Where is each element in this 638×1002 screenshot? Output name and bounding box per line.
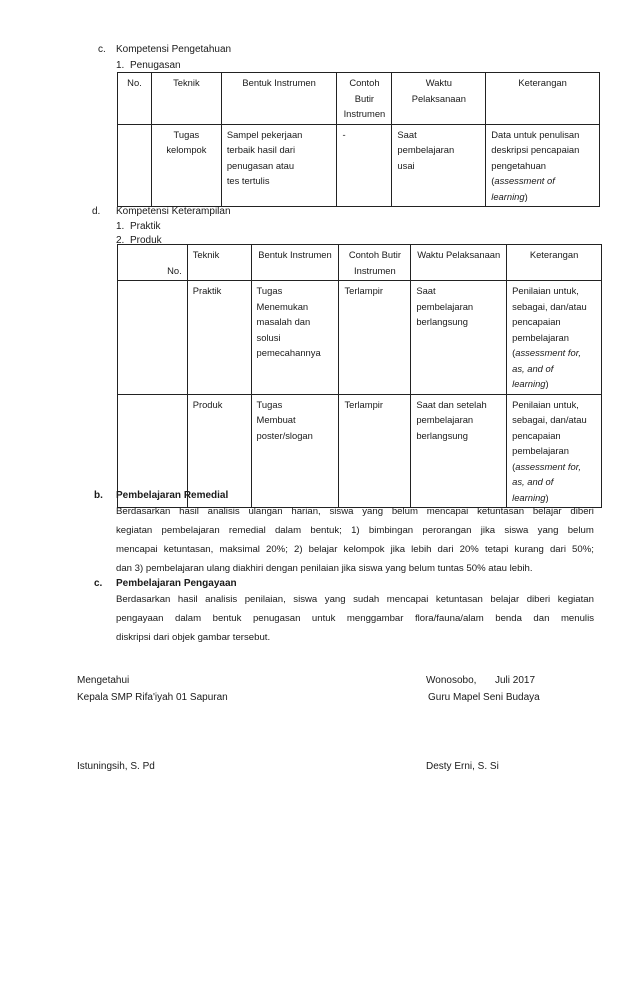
cell-text: tes tertulis	[226, 175, 270, 186]
sign-right-role: Guru Mapel Seni Budaya	[428, 692, 540, 703]
word: menggambar	[346, 613, 404, 624]
word: diberi	[570, 506, 594, 517]
header-contoh: Contoh Butir Instrumen	[339, 245, 411, 281]
cell-text: Tugas	[256, 398, 283, 410]
word: maksimal	[219, 544, 260, 555]
cell-text: Menemukan	[256, 300, 309, 312]
cell-text: pembelajaran	[416, 300, 474, 312]
cell-text: Saat	[397, 128, 417, 140]
word: dari	[437, 544, 454, 555]
header-keterangan: Keterangan	[486, 73, 600, 125]
word: Berdasarkan	[116, 594, 171, 605]
cell-text: sebagai, dan/atau	[512, 300, 587, 312]
word: siswa	[293, 594, 318, 605]
cell-text: sebagai, dan/atau	[512, 414, 587, 425]
word: yang	[537, 525, 559, 536]
word: ketuntasan	[435, 594, 483, 605]
cell-text	[491, 189, 594, 205]
header-bentuk: Bentuk Instrumen	[251, 245, 339, 281]
cell-text: Saat	[416, 285, 436, 296]
word: kegiatan	[116, 525, 153, 536]
cell-no	[118, 124, 152, 207]
section-d-item2: Produk	[130, 235, 162, 246]
word: belum	[567, 525, 594, 536]
cell-text: (assessment for,	[512, 460, 581, 472]
word: remedial	[228, 525, 266, 536]
word: 20%;	[266, 544, 288, 555]
cell-contoh: -	[337, 124, 392, 207]
word: 2)	[293, 544, 303, 555]
table-header-row	[118, 245, 602, 281]
word: perorangan	[422, 525, 472, 536]
word: lebih	[411, 544, 432, 555]
word: belajar	[532, 506, 562, 517]
word: bimbingan	[368, 525, 414, 536]
header-contoh	[337, 73, 392, 125]
pengayaan-line: diskripsi dari objek gambar tersebut.	[116, 632, 271, 643]
word: bentuk;	[310, 525, 342, 536]
italic-text: learning	[512, 378, 546, 389]
word: 1)	[351, 525, 360, 536]
word: penilaian,	[244, 594, 286, 605]
sign-right-place: Wonosobo,	[426, 675, 477, 686]
header-no: No.	[118, 73, 152, 125]
cell-waktu	[411, 281, 507, 395]
cell-waktu	[411, 394, 507, 508]
remedial-line	[116, 521, 594, 540]
cell-contoh: Terlampir	[339, 281, 411, 395]
word: hasil	[179, 506, 199, 517]
cell-teknik: Praktik	[187, 281, 251, 395]
word: untuk	[311, 613, 336, 624]
word: dalam	[274, 525, 302, 536]
word: jika	[480, 525, 496, 536]
section-c-item1-marker: 1.	[116, 60, 125, 71]
word: bentuk	[212, 613, 242, 624]
word: 50%;	[572, 544, 594, 555]
sign-left-role: Kepala SMP Rifa'iyah 01 Sapuran	[77, 692, 228, 703]
remedial-line: dan 3) pembelajaran ulang diakhiri dengan penilaian jika siswa yang belum tuntas 50% atau lebih.	[116, 563, 533, 574]
cell-text: learning)	[512, 491, 549, 503]
paren-open: (	[491, 175, 495, 186]
italic-text: assessment of	[494, 175, 555, 186]
cell-waktu	[392, 124, 486, 207]
word: Berdasarkan	[116, 506, 171, 517]
header-contoh-text: Contoh Butir Instrumen	[343, 77, 386, 119]
cell-text: kelompok	[166, 144, 207, 155]
word: flora/fauna/alam	[414, 613, 484, 624]
italic-text: assessment for,	[515, 460, 581, 472]
cell-text: poster/slogan	[256, 429, 313, 441]
paren-close: )	[524, 190, 528, 202]
cell-text: Tugas	[256, 285, 283, 296]
section-c-item1: Penugasan	[130, 60, 181, 71]
header-waktu-text: Waktu Pelaksanaan	[411, 77, 466, 104]
italic-text: as, and of	[512, 476, 554, 487]
cell-text: usai	[397, 159, 415, 171]
word: jika	[390, 544, 406, 555]
word: belum	[391, 506, 418, 517]
cell-text: penugasan atau	[226, 159, 295, 171]
word: mencapai	[426, 506, 469, 517]
word: sudah	[353, 594, 380, 605]
italic-text: assessment for,	[515, 347, 581, 358]
pengayaan-line	[116, 609, 594, 628]
cell-text: learning)	[512, 378, 549, 389]
cell-text: pembelajaran	[397, 144, 455, 155]
word: analisis	[207, 506, 240, 517]
cell-keterangan	[486, 124, 600, 207]
remedial-title: Pembelajaran Remedial	[116, 490, 229, 501]
header-waktu: Waktu Pelaksanaan	[411, 245, 507, 281]
sign-left-name: Istuningsih, S. Pd	[77, 761, 155, 772]
italic-text: learning	[491, 190, 525, 202]
section-d-title: Kompetensi Keterampilan	[116, 206, 231, 217]
cell-text: pembelajaran	[512, 331, 569, 343]
cell-text	[512, 361, 596, 377]
header-teknik: Teknik	[151, 73, 221, 125]
word: dalam	[174, 613, 202, 624]
header-bentuk: Bentuk Instrumen	[221, 73, 337, 125]
pengayaan-line	[116, 590, 594, 609]
cell-text: Penilaian untuk,	[512, 285, 579, 296]
word: benda	[495, 613, 522, 624]
word: yang	[324, 594, 346, 605]
word: siswa	[329, 506, 354, 517]
section-d-marker: d.	[92, 206, 101, 217]
cell-text: Penilaian untuk,	[512, 398, 579, 410]
word: ketuntasan	[477, 506, 525, 517]
cell-text: masalah dan	[256, 316, 311, 327]
word: menulis	[560, 613, 594, 624]
cell-text: Data untuk penulisan	[491, 128, 580, 140]
header-keterangan: Keterangan	[507, 245, 602, 281]
word: pembelajaran	[161, 525, 220, 536]
table-header-row	[118, 73, 600, 125]
italic-text: learning	[512, 491, 546, 503]
word: ulangan	[248, 506, 283, 517]
word: diberi	[526, 594, 551, 605]
section-d-item1-marker: 1.	[116, 221, 125, 232]
cell-text	[491, 173, 594, 189]
word: hasil	[177, 594, 198, 605]
cell-text: Membuat	[256, 414, 296, 425]
cell-text: pencapaian	[512, 429, 561, 441]
word: belajar	[308, 544, 338, 555]
cell-text: (assessment for,	[512, 347, 581, 358]
cell-contoh: Terlampir	[339, 394, 411, 508]
word: mencapai	[116, 544, 158, 555]
header-no: No.	[118, 245, 188, 281]
cell-keterangan	[507, 394, 602, 508]
cell-keterangan	[507, 281, 602, 395]
word: harian,	[291, 506, 321, 517]
pengayaan-paragraph	[116, 590, 594, 647]
word: pengayaan	[116, 613, 164, 624]
word: ketuntasan,	[163, 544, 214, 555]
cell-text: Tugas	[173, 128, 200, 140]
cell-text: Sampel pekerjaan	[226, 128, 303, 140]
word: yang	[362, 506, 384, 517]
cell-text: pemecahannya	[256, 347, 321, 358]
sign-left-label: Mengetahui	[77, 675, 130, 686]
word: kurang	[514, 544, 544, 555]
cell-text: berlangsung	[416, 316, 468, 327]
cell-teknik	[151, 124, 221, 207]
pengayaan-title: Pembelajaran Pengayaan	[116, 578, 237, 589]
cell-bentuk	[251, 394, 339, 508]
cell-bentuk	[251, 281, 339, 395]
word: kelompok	[343, 544, 385, 555]
word: siswa	[504, 525, 529, 536]
header-teknik: Teknik	[187, 245, 251, 281]
remedial-line	[116, 540, 594, 559]
section-d-item1: Praktik	[130, 221, 161, 232]
sign-right-name: Desty Erni, S. Si	[426, 761, 499, 772]
word: kegiatan	[557, 594, 594, 605]
table-pengetahuan	[117, 72, 600, 207]
sign-right-date: Juli 2017	[495, 675, 536, 686]
header-waktu	[392, 73, 486, 125]
cell-text: pencapaian	[512, 316, 561, 327]
word: tetapi	[484, 544, 509, 555]
word: mencapai	[386, 594, 429, 605]
cell-text: pengetahuan	[491, 159, 546, 171]
word: dan	[533, 613, 550, 624]
cell-teknik: Produk	[187, 394, 251, 508]
section-c-marker: c.	[98, 44, 106, 55]
section-d-item2-marker: 2.	[116, 235, 125, 246]
cell-no	[118, 281, 188, 395]
italic-text: as, and of	[512, 362, 554, 374]
word: belajar	[490, 594, 520, 605]
cell-text: pembelajaran	[416, 414, 474, 425]
cell-text: pembelajaran	[512, 445, 569, 456]
section-c-title: Kompetensi Pengetahuan	[116, 44, 232, 55]
cell-text: terbaik hasil dari	[226, 144, 296, 155]
word: analisis	[205, 594, 238, 605]
cell-text: berlangsung	[416, 429, 468, 441]
cell-text: Saat dan setelah	[416, 398, 487, 410]
table-keterampilan	[117, 244, 602, 508]
word: 20%	[459, 544, 479, 555]
table-row	[118, 281, 602, 395]
cell-text: solusi	[256, 331, 281, 343]
table-row	[118, 124, 600, 207]
word: dari	[549, 544, 566, 555]
remedial-line	[116, 502, 594, 521]
cell-text	[512, 474, 596, 490]
word: penugasan	[252, 613, 301, 624]
remedial-marker: b.	[94, 490, 103, 501]
cell-text: deskripsi pencapaian	[491, 144, 580, 155]
pengayaan-marker: c.	[94, 578, 103, 589]
cell-bentuk	[221, 124, 337, 207]
remedial-paragraph	[116, 502, 594, 578]
